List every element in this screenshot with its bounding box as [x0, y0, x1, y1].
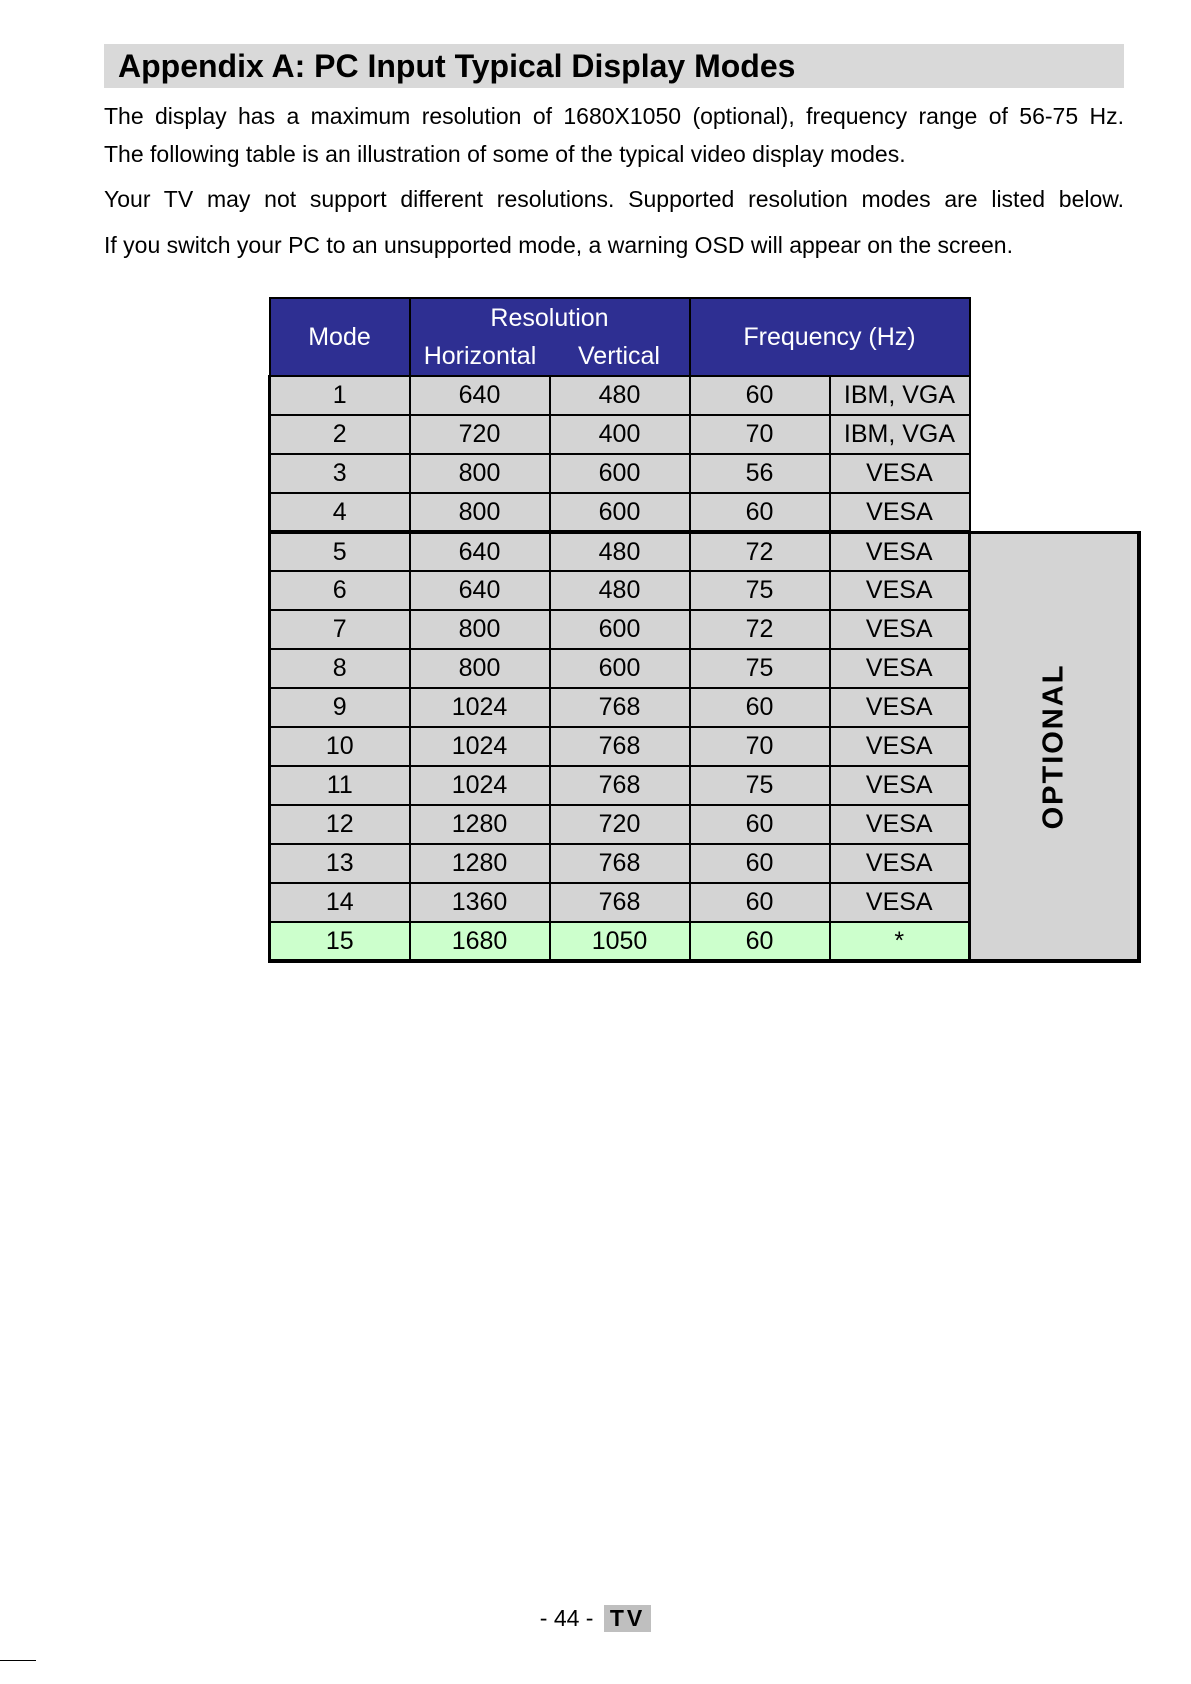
cell-mode: 8	[270, 649, 410, 688]
display-modes-body	[270, 376, 1139, 961]
cell-frequency: 60	[690, 688, 830, 727]
cell-vertical: 600	[550, 649, 690, 688]
cell-frequency: 60	[690, 805, 830, 844]
blank-cell	[970, 454, 1139, 493]
header-resolution: Resolution	[410, 298, 690, 337]
cell-frequency: 60	[690, 883, 830, 922]
cell-vertical: 768	[550, 727, 690, 766]
corner-rule	[0, 1660, 36, 1661]
cell-horizontal: 1024	[410, 688, 550, 727]
cell-standard: VESA	[830, 727, 970, 766]
cell-vertical: 768	[550, 766, 690, 805]
table-row	[270, 415, 1139, 454]
blank-cell	[970, 376, 1139, 415]
cell-horizontal: 1024	[410, 727, 550, 766]
cell-standard: VESA	[830, 883, 970, 922]
cell-horizontal: 1360	[410, 883, 550, 922]
table-row	[270, 454, 1139, 493]
header-horizontal: Horizontal	[410, 337, 550, 376]
cell-standard: VESA	[830, 688, 970, 727]
cell-mode: 9	[270, 688, 410, 727]
cell-mode: 15	[270, 922, 410, 961]
cell-frequency: 72	[690, 532, 830, 571]
header-mode: Mode	[270, 298, 410, 376]
cell-mode: 7	[270, 610, 410, 649]
cell-mode: 3	[270, 454, 410, 493]
blank-cell	[970, 415, 1139, 454]
cell-horizontal: 1680	[410, 922, 550, 961]
display-modes-table	[268, 297, 1141, 963]
cell-frequency: 60	[690, 493, 830, 532]
cell-mode: 1	[270, 376, 410, 415]
cell-vertical: 1050	[550, 922, 690, 961]
cell-standard: VESA	[830, 454, 970, 493]
cell-frequency: 75	[690, 571, 830, 610]
cell-horizontal: 640	[410, 376, 550, 415]
optional-label: OPTIONAL	[1037, 663, 1070, 830]
cell-standard: *	[830, 922, 970, 961]
cell-frequency: 60	[690, 376, 830, 415]
cell-horizontal: 800	[410, 493, 550, 532]
appendix-title: Appendix A: PC Input Typical Display Modes	[104, 44, 1124, 88]
cell-mode: 14	[270, 883, 410, 922]
cell-standard: IBM, VGA	[830, 376, 970, 415]
cell-horizontal: 800	[410, 610, 550, 649]
intro-paragraph-3: Your TV may not support different resolutions. Supported resolution modes are listed below.	[104, 186, 1124, 212]
cell-standard: VESA	[830, 805, 970, 844]
page-footer	[0, 1605, 1191, 1632]
cell-frequency: 70	[690, 727, 830, 766]
cell-vertical: 480	[550, 571, 690, 610]
cell-vertical: 720	[550, 805, 690, 844]
cell-mode: 6	[270, 571, 410, 610]
table-row	[270, 532, 1139, 571]
cell-horizontal: 800	[410, 454, 550, 493]
cell-frequency: 75	[690, 766, 830, 805]
cell-frequency: 60	[690, 844, 830, 883]
table-row	[270, 493, 1139, 532]
cell-vertical: 600	[550, 493, 690, 532]
cell-mode: 13	[270, 844, 410, 883]
cell-horizontal: 1280	[410, 844, 550, 883]
cell-standard: VESA	[830, 571, 970, 610]
cell-vertical: 600	[550, 610, 690, 649]
intro-paragraph-4: If you switch your PC to an unsupported mode, a warning OSD will appear on the screen.	[104, 232, 1013, 258]
cell-vertical: 480	[550, 376, 690, 415]
cell-frequency: 72	[690, 610, 830, 649]
cell-vertical: 768	[550, 844, 690, 883]
cell-mode: 4	[270, 493, 410, 532]
header-vertical: Vertical	[550, 337, 690, 376]
cell-mode: 5	[270, 532, 410, 571]
cell-standard: VESA	[830, 766, 970, 805]
table-row	[270, 376, 1139, 415]
header-frequency: Frequency (Hz)	[690, 298, 970, 376]
cell-horizontal: 1280	[410, 805, 550, 844]
cell-horizontal: 800	[410, 649, 550, 688]
cell-mode: 11	[270, 766, 410, 805]
cell-mode: 2	[270, 415, 410, 454]
cell-vertical: 400	[550, 415, 690, 454]
cell-frequency: 70	[690, 415, 830, 454]
cell-mode: 10	[270, 727, 410, 766]
cell-vertical: 480	[550, 532, 690, 571]
cell-horizontal: 1024	[410, 766, 550, 805]
cell-frequency: 56	[690, 454, 830, 493]
cell-standard: VESA	[830, 532, 970, 571]
intro-paragraph-2: The following table is an illustration of some of the typical video display modes.	[104, 141, 906, 167]
section-badge: TV	[604, 1605, 651, 1632]
cell-standard: VESA	[830, 610, 970, 649]
cell-horizontal: 640	[410, 532, 550, 571]
cell-vertical: 768	[550, 688, 690, 727]
cell-standard: VESA	[830, 493, 970, 532]
cell-standard: VESA	[830, 844, 970, 883]
cell-standard: IBM, VGA	[830, 415, 970, 454]
cell-horizontal: 640	[410, 571, 550, 610]
cell-vertical: 768	[550, 883, 690, 922]
intro-paragraph-1: The display has a maximum resolution of 1680X1050 (optional), frequency range of 56-75 Hz.	[104, 103, 1124, 129]
blank-cell	[970, 493, 1139, 532]
cell-horizontal: 720	[410, 415, 550, 454]
cell-frequency: 60	[690, 922, 830, 961]
optional-side-cell	[970, 532, 1139, 961]
cell-vertical: 600	[550, 454, 690, 493]
cell-frequency: 75	[690, 649, 830, 688]
page-number: - 44 -	[539, 1605, 594, 1631]
cell-standard: VESA	[830, 649, 970, 688]
header-spacer	[970, 298, 1139, 376]
cell-mode: 12	[270, 805, 410, 844]
